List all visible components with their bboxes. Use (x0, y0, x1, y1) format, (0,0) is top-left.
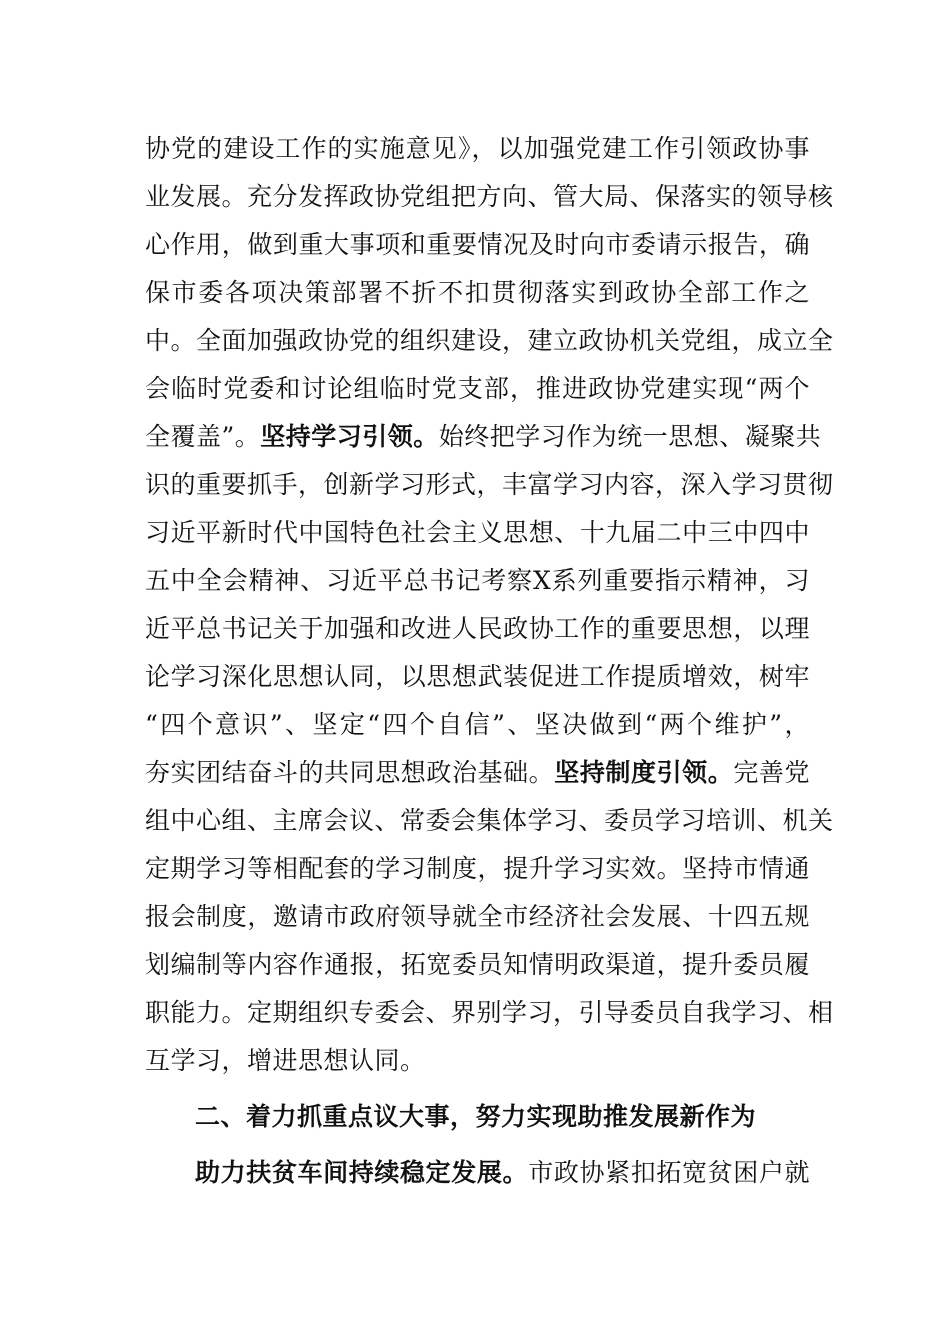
text-line: “四个意识”、坚定“四个自信”、坚决做到“两个维护”， (145, 710, 810, 739)
text-line (145, 413, 822, 461)
text-line: 心作用，做到重大事项和重要情况及时向市委请示报告，确 (145, 230, 810, 259)
text-line: 会临时党委和讨论组临时党支部，推进政协党建实现“两个 (145, 374, 810, 403)
text-line: 五中全会精神、习近平总书记考察X系列重要指示精神，习 (145, 566, 810, 595)
text-run: 完善党 (733, 758, 810, 787)
text-line: 保市委各项决策部署不折不扣贯彻落实到政协全部工作之 (145, 278, 810, 307)
text-line: 互学习，增进思想认同。 (145, 1046, 426, 1075)
text-line: 识的重要抓手，创新学习形式，丰富学习内容，深入学习贯彻 (145, 470, 834, 499)
bold-lead-phrase: 坚持学习引领。 (260, 422, 439, 451)
text-line: 报会制度，邀请市政府领导就全市经济社会发展、十四五规 (145, 902, 810, 931)
text-line: 习近平新时代中国特色社会主义思想、十九届二中三中四中 (145, 518, 810, 547)
text-line: 业发展。充分发挥政协党组把方向、管大局、保落实的领导核 (145, 182, 834, 211)
section-heading: 二、着力抓重点议大事，努力实现助推发展新作为 (195, 1102, 757, 1131)
paragraph-gap (145, 1085, 810, 1093)
text-line (145, 749, 810, 797)
text-line (145, 1149, 810, 1197)
text-line: 协党的建设工作的实施意见》，以加强党建工作引领政协事 (145, 134, 810, 163)
text-line: 中。全面加强政协党的组织建设，建立政协机关党组，成立全 (145, 326, 834, 355)
body-text (145, 125, 834, 1197)
text-run: 夯实团结奋斗的共同思想政治基础。 (145, 758, 555, 787)
bold-lead-phrase: 助力扶贫车间持续稳定发展。 (195, 1158, 529, 1187)
text-line: 职能力。定期组织专委会、界别学习，引导委员自我学习、相 (145, 998, 834, 1027)
text-run: 全覆盖”。 (145, 422, 261, 451)
text-line: 论学习深化思想认同，以思想武装促进工作提质增效，树牢 (145, 662, 810, 691)
text-line: 划编制等内容作通报，拓宽委员知情明政渠道，提升委员履 (145, 950, 810, 979)
text-run: 市政协紧扣拓宽贫困户就 (528, 1158, 810, 1187)
text-run: 始终把学习作为统一思想、凝聚共 (438, 422, 822, 451)
bold-lead-phrase: 坚持制度引领。 (554, 758, 734, 787)
text-line: 近平总书记关于加强和改进人民政协工作的重要思想，以理 (145, 614, 810, 643)
paragraph-gap (145, 1141, 810, 1149)
text-line: 组中心组、主席会议、常委会集体学习、委员学习培训、机关 (145, 806, 834, 835)
text-line: 定期学习等相配套的学习制度，提升学习实效。坚持市情通 (145, 854, 810, 883)
